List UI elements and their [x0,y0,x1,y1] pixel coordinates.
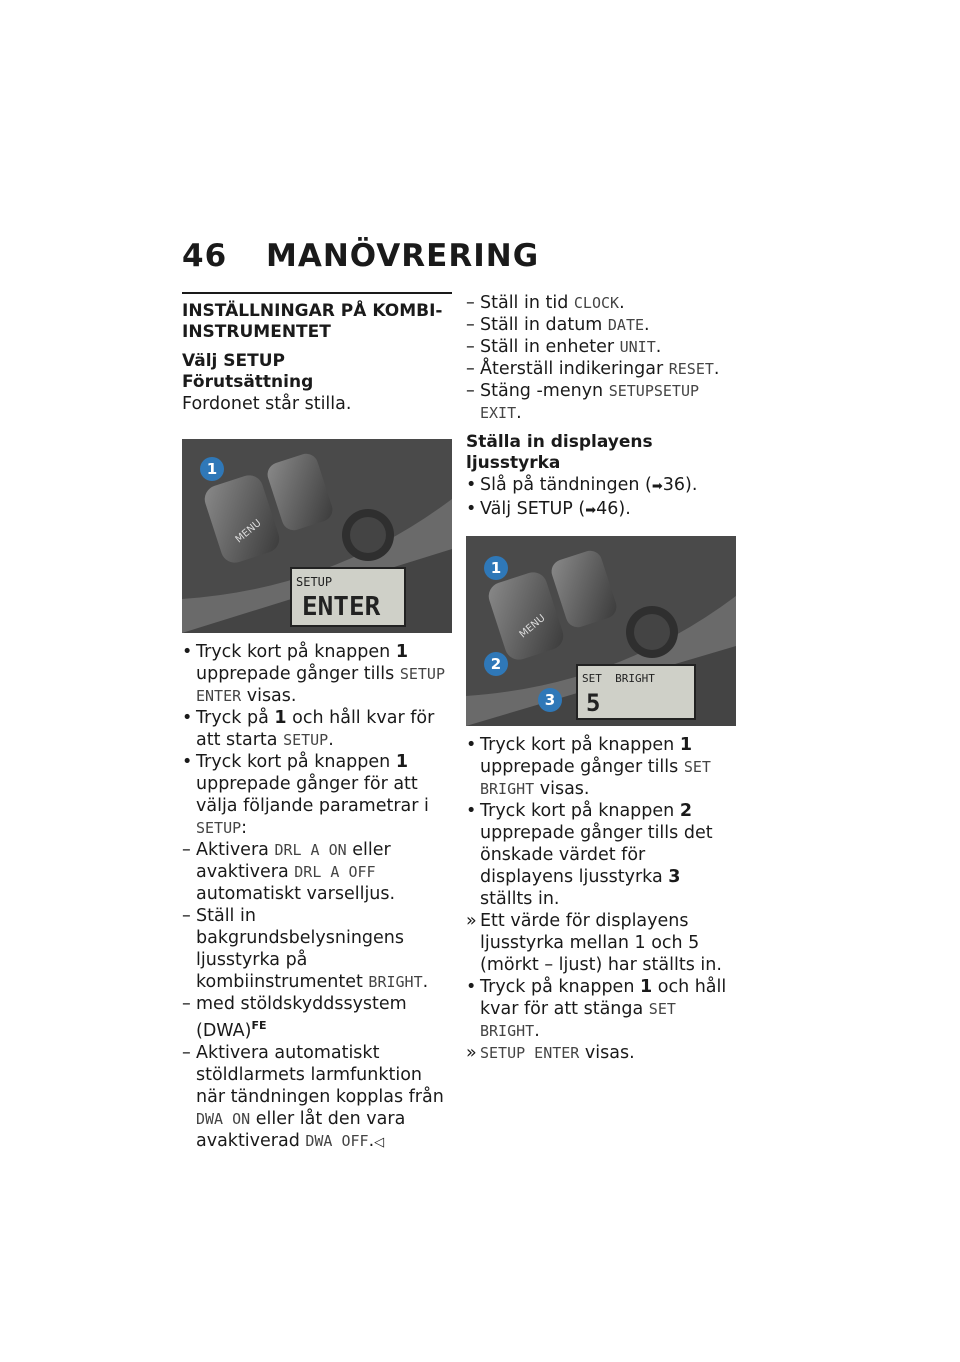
item-text: ställts in. [480,889,560,909]
item-text: automatiskt varselljus. [196,884,396,904]
display-code: DWA OFF [305,1131,369,1150]
right-steps [466,734,736,1064]
item-text: Slå på tändningen ( [480,475,652,495]
list-item [466,498,736,522]
display-code: UNIT [619,338,656,356]
page-ref: 36 [662,475,686,495]
callout-2: 2 [484,652,508,676]
dash-marker: – [466,381,475,401]
bullet-marker: • [182,708,193,728]
item-text: upprepade gånger tills [480,757,684,777]
lcd-main-text: ENTER [302,592,381,622]
list-item [182,993,452,1042]
page-number: 46 [182,238,228,274]
item-text: ). [685,475,698,495]
menu-label: MENU [517,612,548,641]
item-text: Aktivera automatiskt stöldlarmets larmfunktion när tändningen kopplas från [196,1042,444,1107]
list-item [182,905,452,993]
list-item [182,641,452,707]
bullet-marker: • [466,735,477,755]
item-text: Tryck på knappen [480,977,640,997]
item-text: . [516,403,522,423]
list-item [466,380,736,424]
figure-menu-button [182,439,452,633]
list-item [466,1042,736,1064]
item-text: -menyn [536,381,609,401]
button-number: 1 [395,642,408,662]
item-text: Stäng [480,381,537,401]
list-item [466,474,736,498]
button-number: 1 [679,735,692,755]
list-item [182,751,452,839]
lcd-display [576,664,696,720]
subheading: Välj SETUP [182,351,285,371]
display-code: BRIGHT [368,973,423,991]
item-text: Återställ indikeringar [480,359,669,379]
item-text: eller låt den vara avaktiverad [196,1108,406,1151]
display-code: SETUP [196,819,242,837]
page-ref-arrow-icon: ➡ [651,479,663,494]
item-text: Välj SETUP ( [480,499,586,519]
chapter-title: MANÖVRERING [266,238,540,274]
list-item [466,734,736,800]
display-code: DATE [607,316,645,334]
display-code: SETUP ENTER [196,665,445,705]
item-text: Ett värde för displayens ljusstyrka mellan 1 och 5 (mörkt – ljust) har ställts in. [480,911,722,975]
item-text: : [241,818,248,838]
prereq-heading: Förutsättning [182,372,314,392]
item-text: upprepade gånger tills det önskade värdet för displayens ljusstyrka [480,823,713,887]
lcd-top-text: SET BRIGHT [582,672,655,685]
left-column [182,292,452,1154]
bullet-marker: • [466,475,477,495]
result-marker: » [466,911,477,931]
item-text: . [422,972,429,992]
display-code: DWA ON [196,1109,251,1128]
list-item [182,839,452,905]
callout-1: 1 [484,556,508,580]
display-code: DRL A ON [274,841,347,859]
lcd-main-text: 5 [586,689,601,717]
item-text: Ställ in bakgrundsbelysningens ljusstyrka på kombiinstrumentet [196,906,405,992]
item-text: visas. [579,1043,635,1063]
item-text: Tryck kort på knappen [480,801,680,821]
dash-marker: – [466,315,475,335]
page-ref-arrow-icon: ➡ [585,503,597,518]
display-code: SET BRIGHT [480,758,711,798]
dash-marker: – [182,906,191,926]
brightness-heading: Ställa in displayens ljusstyrka [466,432,653,473]
display-code: CLOCK [573,294,620,312]
callout-3: 3 [538,688,562,712]
item-text: Tryck kort på knappen [196,642,396,662]
item-text: . [713,359,720,379]
page-ref: 46 [596,499,619,519]
list-item [466,800,736,910]
lcd-top-text: SETUP [296,575,333,589]
item-text: Tryck på [196,708,275,728]
button-number: 3 [668,867,681,887]
display-code: SETUP ENTER [480,1044,580,1062]
right-dash-list [466,292,736,424]
item-text: Ställ in datum [480,315,608,335]
display-code: SETUP EXIT [480,382,700,422]
menu-label: MENU [233,517,264,546]
list-item [466,910,736,976]
item-text: upprepade gånger för att välja följande parametrar i [196,774,429,816]
item-text: Ställ in enheter [480,337,620,357]
item-text: . [644,315,650,335]
right-column [466,292,736,1064]
figure-brightness [466,536,736,726]
item-text: med stöldskyddssystem (DWA) [196,994,407,1041]
item-text: Tryck kort på knappen [196,752,396,772]
dash-marker: – [182,1042,191,1063]
section-heading: INSTÄLLNINGAR PÅ KOMBI-INSTRUMENTET [182,301,443,342]
item-text: Aktivera [196,840,275,860]
prereq-text: Fordonet står stilla. [182,394,352,414]
item-text: . [534,1021,540,1041]
result-marker: » [466,1043,477,1063]
right-bullet-list [466,474,736,522]
callout-1: 1 [200,457,224,481]
bullet-marker: • [466,499,477,519]
display-code: SETUP [608,382,654,400]
list-item [466,336,736,358]
bullet-marker: • [182,642,193,662]
display-code: SET BRIGHT [480,1000,676,1040]
model-tag: FE [251,1019,267,1032]
section-rule [182,292,452,294]
item-text: visas. [241,686,297,706]
item-text: . [619,293,625,313]
list-item [466,976,736,1042]
item-text: eller avaktivera [196,840,391,882]
item-text: . [328,730,334,750]
list-item [182,1042,452,1154]
dash-marker: – [466,337,475,357]
display-code: SETUP [283,731,329,749]
item-text: . [655,337,662,357]
display-code: RESET [668,360,714,378]
item-text: upprepade gånger tills [196,664,400,684]
button-number: 2 [679,801,692,821]
dash-marker: – [466,293,475,313]
item-text: ). [618,499,631,519]
item-text: Ställ in tid [480,293,574,313]
bullet-marker: • [466,977,477,997]
button-number: 1 [274,708,287,728]
button-number: 1 [395,752,408,772]
bullet-marker: • [466,801,477,821]
dash-marker: – [182,840,191,860]
item-text: . [368,1130,375,1151]
button-number: 1 [639,977,653,997]
bullet-marker: • [182,752,193,772]
list-item [466,314,736,336]
dash-marker: – [466,359,475,379]
left-steps [182,641,452,1154]
end-mark-icon: ◁ [374,1134,385,1150]
item-text: och håll kvar för att stänga [480,977,727,1019]
lcd-display [290,567,406,627]
page-header [182,238,539,274]
item-text: Tryck kort på knappen [480,735,680,755]
list-item [182,707,452,751]
display-code: DRL A OFF [294,863,376,881]
item-text: visas. [534,779,590,799]
list-item [466,358,736,380]
list-item [466,292,736,314]
dash-marker: – [182,994,191,1014]
item-text: och håll kvar för att starta [196,708,435,750]
